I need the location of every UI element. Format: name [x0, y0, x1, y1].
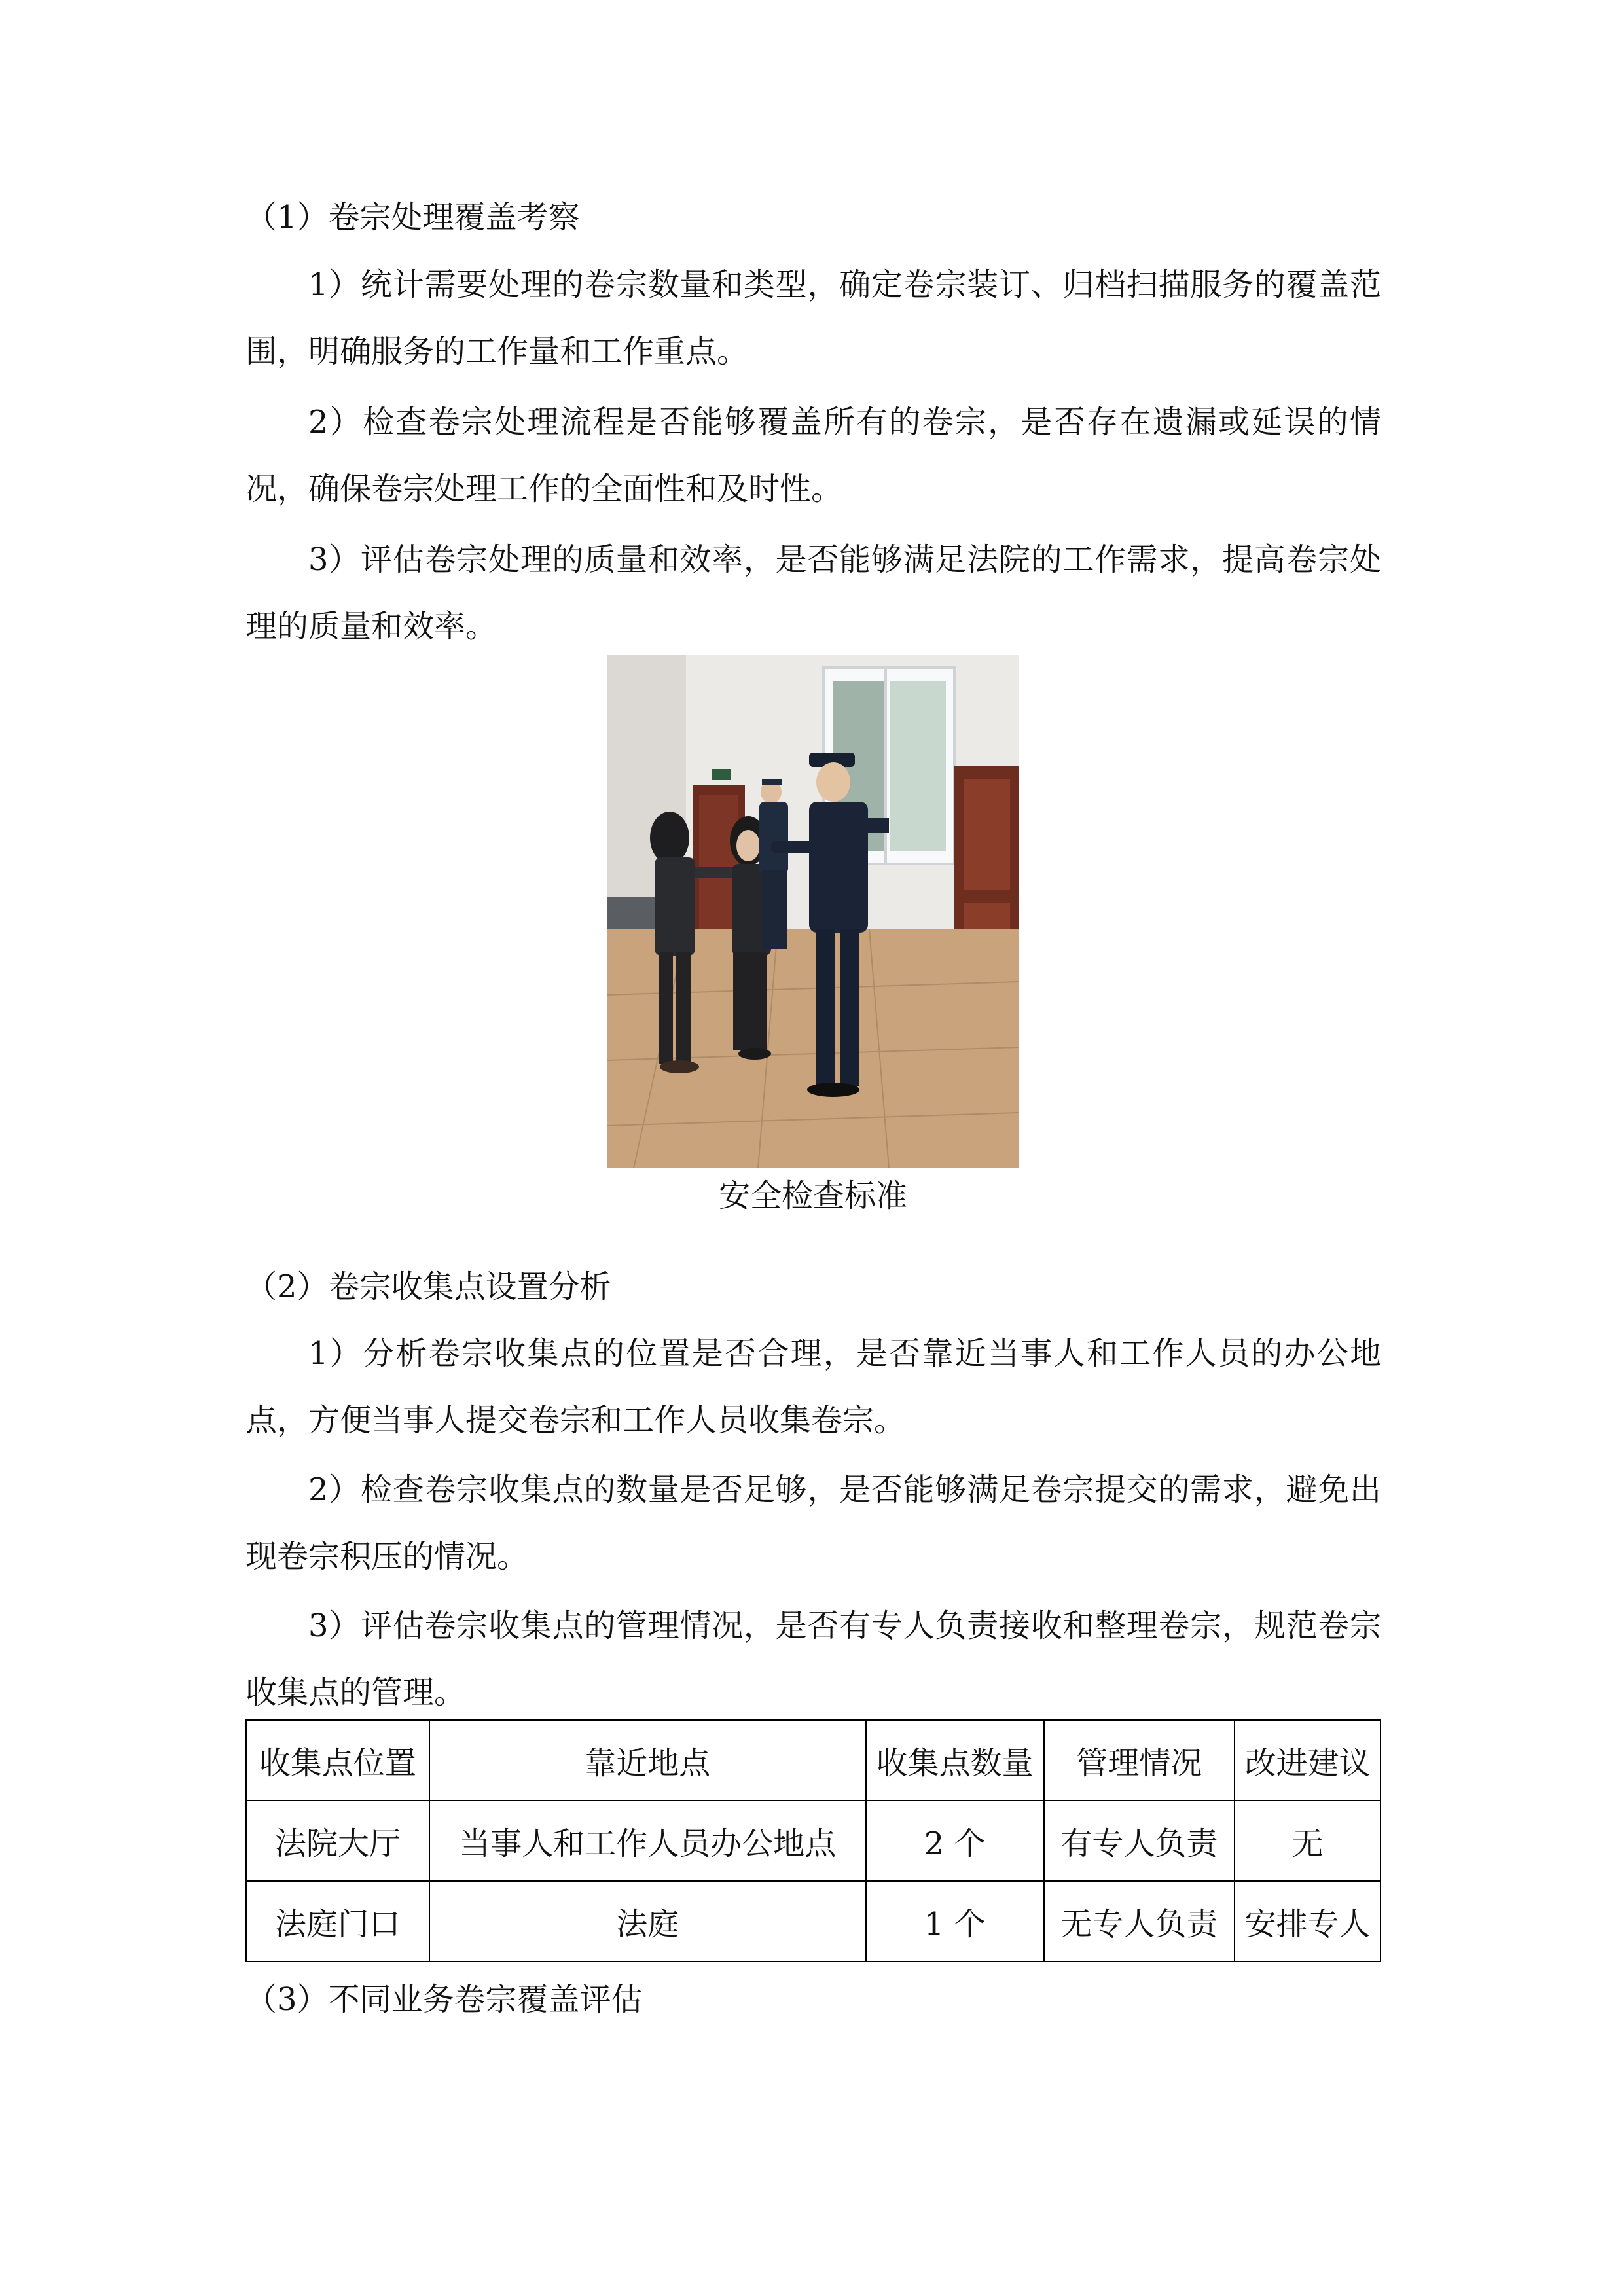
table-cell: 法院大厅 — [246, 1801, 429, 1881]
table-cell: 当事人和工作人员办公地点 — [429, 1801, 866, 1881]
table-cell: 2 个 — [866, 1801, 1044, 1881]
table-header-row — [246, 1720, 1380, 1801]
table-row — [246, 1801, 1380, 1881]
section-1-heading: （1）卷宗处理覆盖考察 — [245, 199, 580, 236]
section-2-paragraph-1: 1）分析卷宗收集点的位置是否合理，是否靠近当事人和工作人员的办公地点，方便当事人提交卷宗和工作人员收集卷宗。 — [245, 1335, 1381, 1439]
table-header-cell: 收集点数量 — [866, 1720, 1044, 1801]
security-check-photo — [607, 655, 1019, 1168]
table-cell: 法庭门口 — [246, 1881, 429, 1962]
section-2-paragraph-3: 3）评估卷宗收集点的管理情况，是否有专人负责接收和整理卷宗，规范卷宗收集点的管理。 — [245, 1607, 1381, 1711]
table-cell: 1 个 — [866, 1881, 1044, 1962]
table-header-cell: 收集点位置 — [246, 1720, 429, 1801]
section-1-paragraph-3: 3）评估卷宗处理的质量和效率，是否能够满足法院的工作需求，提高卷宗处理的质量和效率。 — [245, 541, 1381, 645]
section-2-paragraph-2: 2）检查卷宗收集点的数量是否足够，是否能够满足卷宗提交的需求，避免出现卷宗积压的情况。 — [245, 1471, 1381, 1575]
table-header-cell: 靠近地点 — [429, 1720, 866, 1801]
table-cell: 安排专人 — [1235, 1881, 1380, 1962]
table-cell: 无专人负责 — [1044, 1881, 1235, 1962]
table-header-cell: 管理情况 — [1044, 1720, 1235, 1801]
table-cell: 无 — [1235, 1801, 1380, 1881]
section-2-heading: （2）卷宗收集点设置分析 — [245, 1268, 611, 1305]
figure-caption: 安全检查标准 — [718, 1177, 907, 1214]
table-cell: 法庭 — [429, 1881, 866, 1962]
section-3-heading: （3）不同业务卷宗覆盖评估 — [245, 1981, 643, 2018]
section-1-paragraph-2: 2）检查卷宗处理流程是否能够覆盖所有的卷宗，是否存在遗漏或延误的情况，确保卷宗处理工作的全面性和及时性。 — [245, 404, 1381, 507]
collection-points-table — [245, 1719, 1381, 1962]
section-1-paragraph-1: 1）统计需要处理的卷宗数量和类型，确定卷宗装订、归档扫描服务的覆盖范围，明确服务的工作量和工作重点。 — [245, 266, 1381, 370]
table-row — [246, 1881, 1380, 1962]
table-cell: 有专人负责 — [1044, 1801, 1235, 1881]
table-header-cell: 改进建议 — [1235, 1720, 1380, 1801]
